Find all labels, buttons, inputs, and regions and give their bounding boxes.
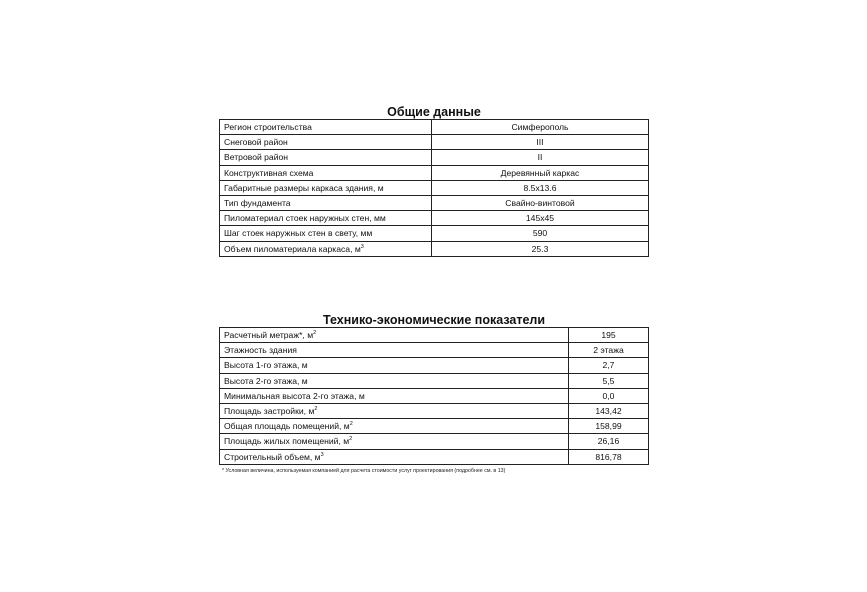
- tech-row-value: 158,99: [569, 419, 649, 434]
- unit-exponent: 2: [313, 330, 317, 337]
- unit-exponent: 2: [349, 421, 353, 428]
- tech-row-value: 195: [569, 328, 649, 343]
- label-text: Высота 2-го этажа, м: [224, 375, 308, 386]
- general-row: [220, 180, 649, 195]
- label-text: Площадь застройки, м: [224, 406, 315, 417]
- general-row: [220, 120, 649, 135]
- tech-row-label: [220, 403, 569, 418]
- general-row: [220, 211, 649, 226]
- general-row: [220, 241, 649, 256]
- general-row-value: 145x45: [432, 211, 649, 226]
- label-text: Строительный объем, м: [224, 451, 321, 462]
- general-row-value: 25.3: [432, 241, 649, 256]
- label-text: Общая площадь помещений, м: [224, 421, 350, 432]
- tech-row-label: [220, 388, 569, 403]
- label-text: Этажность здания: [224, 345, 297, 356]
- tech-row-label: [220, 419, 569, 434]
- label-text: Высота 1-го этажа, м: [224, 360, 308, 371]
- general-row-value: III: [432, 135, 649, 150]
- tech-row-label: [220, 343, 569, 358]
- tech-row: [220, 358, 649, 373]
- label-text: Минимальная высота 2-го этажа, м: [224, 390, 365, 401]
- general-row-label: [220, 150, 432, 165]
- general-row-label: [220, 241, 432, 256]
- tech-row-value: 143,42: [569, 403, 649, 418]
- label-text: Шаг стоек наружных стен в свету, мм: [224, 228, 373, 239]
- general-row: [220, 165, 649, 180]
- general-row-label: [220, 165, 432, 180]
- label-text: Ветровой район: [224, 152, 289, 163]
- tech-row-value: 5,5: [569, 373, 649, 388]
- general-row-value: 8.5x13.6: [432, 180, 649, 195]
- general-row-label: [220, 120, 432, 135]
- unit-exponent: 2: [314, 406, 318, 413]
- unit-exponent: 3: [360, 243, 364, 250]
- label-text: Расчетный метраж*, м: [224, 330, 314, 341]
- general-data-section: [219, 105, 649, 257]
- tech-row: [220, 419, 649, 434]
- label-text: Габаритные размеры каркаса здания, м: [224, 182, 384, 193]
- general-row-label: [220, 180, 432, 195]
- general-data-title: Общие данные: [387, 105, 481, 119]
- general-row-label: [220, 135, 432, 150]
- general-row-value: II: [432, 150, 649, 165]
- general-row-label: [220, 226, 432, 241]
- tech-row: [220, 403, 649, 418]
- label-text: Площадь жилых помещений, м: [224, 436, 350, 447]
- tech-row: [220, 388, 649, 403]
- general-row-label: [220, 195, 432, 210]
- general-row: [220, 135, 649, 150]
- tech-row-label: [220, 373, 569, 388]
- tech-row: [220, 434, 649, 449]
- general-data-table: [219, 119, 649, 257]
- tech-economic-section: [219, 313, 649, 475]
- general-row-value: 590: [432, 226, 649, 241]
- general-row-value: Деревянный каркас: [432, 165, 649, 180]
- label-text: Объем пиломатериала каркаса, м: [224, 243, 361, 254]
- general-row: [220, 226, 649, 241]
- tech-row-value: 2 этажа: [569, 343, 649, 358]
- tech-row-label: [220, 358, 569, 373]
- tech-row-value: 26,16: [569, 434, 649, 449]
- general-row: [220, 150, 649, 165]
- label-text: Регион строительства: [224, 122, 312, 133]
- label-text: Пиломатериал стоек наружных стен, мм: [224, 213, 386, 224]
- tech-row: [220, 449, 649, 464]
- footnote: * Условная величина, используемая компанией для расчета стоимости услуг проектирования (подробнее см. в 13): [222, 467, 506, 474]
- label-text: Конструктивная схема: [224, 167, 314, 178]
- tech-economic-table: [219, 327, 649, 465]
- tech-economic-title: Технико-экономические показатели: [322, 313, 546, 327]
- unit-exponent: 2: [349, 436, 353, 443]
- general-row-label: [220, 211, 432, 226]
- label-text: Тип фундамента: [224, 198, 291, 209]
- tech-row-label: [220, 328, 569, 343]
- tech-row-label: [220, 449, 569, 464]
- tech-row: [220, 328, 649, 343]
- unit-exponent: 3: [320, 451, 324, 458]
- tech-row: [220, 343, 649, 358]
- tech-row-label: [220, 434, 569, 449]
- label-text: Снеговой район: [224, 137, 288, 148]
- general-row-value: Симферополь: [432, 120, 649, 135]
- tech-row-value: 816,78: [569, 449, 649, 464]
- tech-row-value: 0,0: [569, 388, 649, 403]
- general-row: [220, 195, 649, 210]
- tech-row-value: 2,7: [569, 358, 649, 373]
- tech-row: [220, 373, 649, 388]
- general-row-value: Свайно-винтовой: [432, 195, 649, 210]
